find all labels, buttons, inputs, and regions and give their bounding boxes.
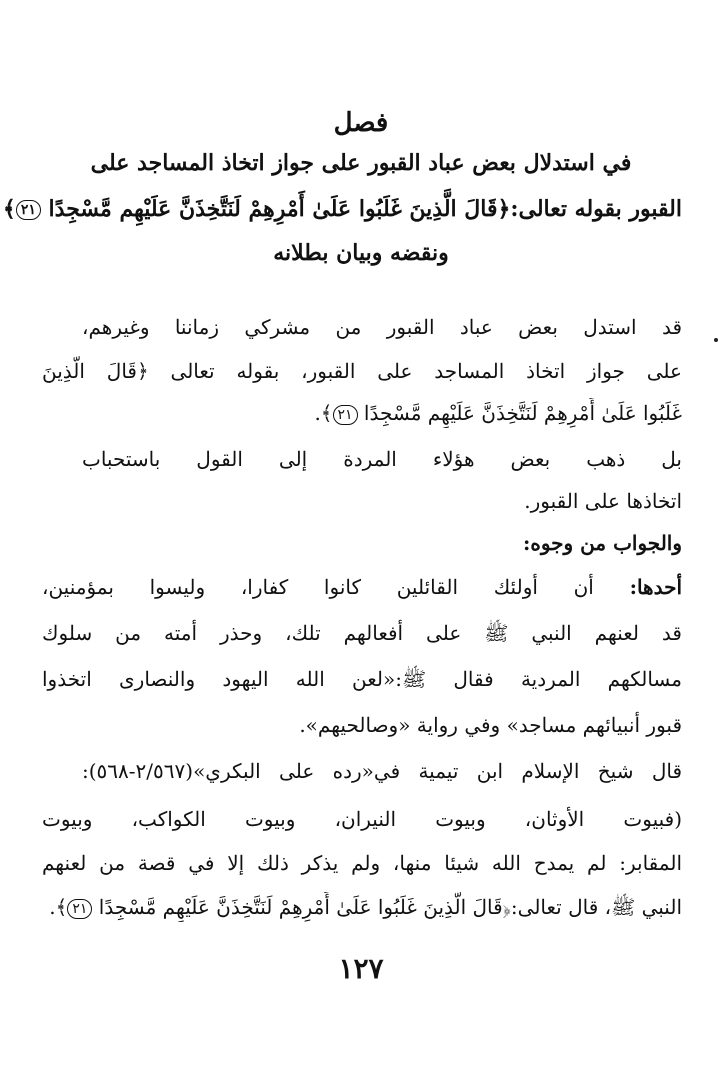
paragraph-5-line-4-text: النبي ﷺ، قال تعالى:﴿قَالَ الَّذِينَ غَلَبُوا عَلَىٰ أَمْرِهِمْ لَنَتَّخِذَنَّ عَلَيْهِم مَّسْجِدًا [98,895,682,919]
section-heading-line-2 [2,196,682,222]
paragraph-4-line-1-text: أن أولئك القائلين كانوا كفارا، وليسوا بمؤمنين، [42,575,594,599]
paragraph-2-line-2: اتخاذها على القبور. [524,489,682,513]
page-number: ١٢٧ [338,952,384,985]
paragraph-4-line-1 [42,572,682,602]
paragraph-3-line-1: والجواب من وجوه: [522,531,682,555]
paragraph-1-line-3-text: غَلَبُوا عَلَىٰ أَمْرِهِمْ لَنَتَّخِذَنَّ عَلَيْهِم مَّسْجِدًا [363,401,682,425]
ayah-number-marker: ٢١ [333,405,358,425]
section-heading-line-3: ونقضه وبيان بطلانه [273,240,449,266]
paragraph-1-line-1: قد استدل بعض عباد القبور من مشركي زماننا وغيرهم، [82,315,682,339]
paragraph-5-line-4 [42,892,682,922]
margin-mark [714,338,718,342]
paragraph-1-line-3-close: ﴾. [314,401,333,425]
paragraph-5-line-3: المقابر: لم يمدح الله شيئا منها، ولم يذكر ذلك إلا في قصة من لعنهم [42,851,682,875]
paragraph-5-line-2: (فبيوت الأوثان، وبيوت النيران، وبيوت الكواكب، وبيوت [42,807,682,831]
ayah-number-marker: ٢١ [16,200,41,220]
heading-line-2-close: ﴾ [2,196,16,222]
paragraph-5-line-1: قال شيخ الإسلام ابن تيمية في«رده على البكري»(٢/٥٦٧-٥٦٨): [82,759,682,783]
paragraph-4-lead: أحدها: [629,575,682,599]
paragraph-4-line-4: قبور أنبيائهم مساجد» وفي رواية «وصالحيهم». [299,713,682,737]
paragraph-2-line-1: بل ذهب بعض هؤلاء المردة إلى القول باستحباب [82,447,682,471]
paragraph-4-line-2: قد لعنهم النبي ﷺ على أفعالهم تلك، وحذر أمته من سلوك [42,621,682,645]
section-heading-line-1: في استدلال بعض عباد القبور على جواز اتخاذ المساجد على [90,150,632,176]
paragraph-4-line-3: مسالكهم المردية فقال ﷺ:«لعن الله اليهود والنصارى اتخذوا [42,667,682,691]
paragraph-5-line-4-close: ﴾. [49,895,68,919]
paragraph-1-line-2: على جواز اتخاذ المساجد على القبور، بقوله تعالى ﴿قَالَ الَّذِينَ [42,359,682,383]
heading-line-2-text: القبور بقوله تعالى:﴿قَالَ الَّذِينَ غَلَبُوا عَلَىٰ أَمْرِهِمْ لَنَتَّخِذَنَّ عَلَيْهِم مَّسْجِدًا [48,196,682,222]
paragraph-1-line-3 [42,398,682,428]
ayah-number-marker: ٢١ [67,899,92,919]
section-title: فصل [333,108,389,138]
